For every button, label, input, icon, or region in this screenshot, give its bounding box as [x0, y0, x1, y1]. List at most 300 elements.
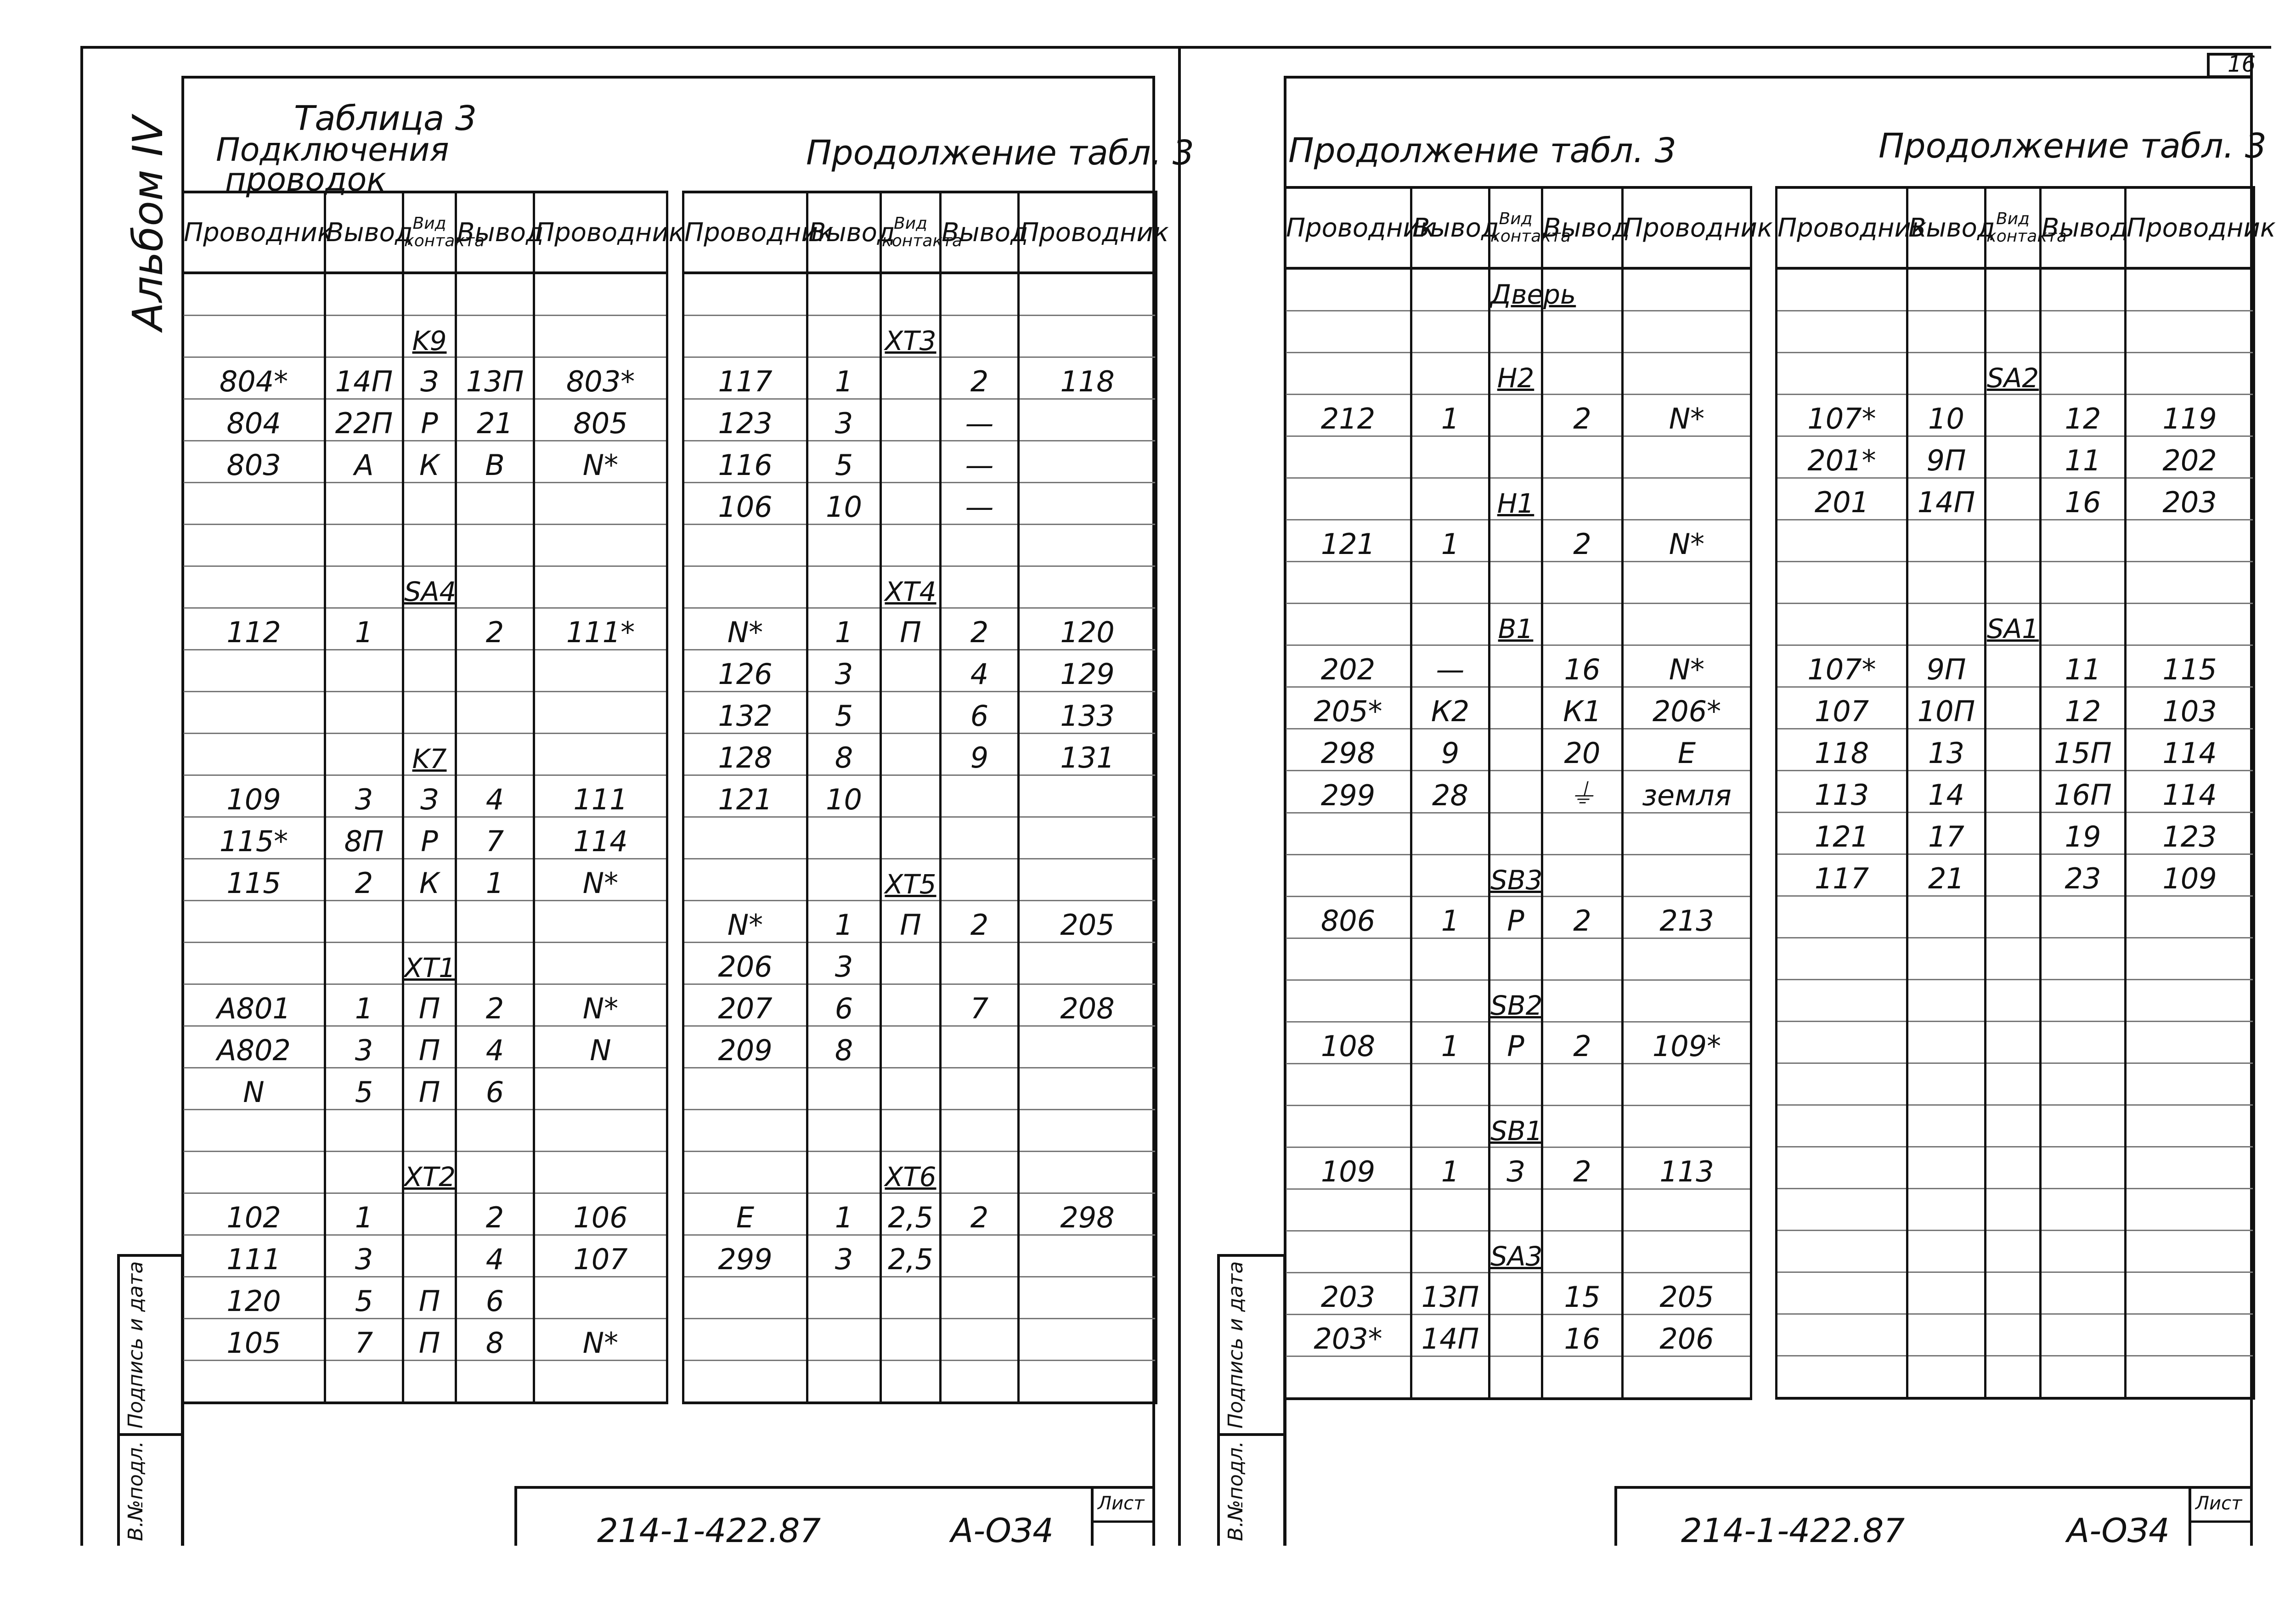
contact-type-cell: П — [403, 984, 456, 1026]
terminal-cell — [325, 1361, 403, 1403]
conductor-cell — [1777, 311, 1907, 353]
terminal-cell — [1542, 311, 1623, 353]
table-row — [1285, 771, 1751, 813]
terminal-cell: К2 — [1411, 687, 1489, 729]
table-row — [683, 901, 1156, 943]
terminal-cell — [1411, 1189, 1489, 1231]
terminal-cell: 7 — [325, 1319, 403, 1361]
sheet-divider — [1178, 46, 1181, 1546]
conductor-cell: N* — [534, 859, 667, 901]
contact-type-cell — [403, 692, 456, 734]
conductor-cell: 117 — [1777, 854, 1907, 896]
terminal-cell: 12 — [2041, 687, 2126, 729]
terminal-cell: 7 — [941, 984, 1019, 1026]
conductor-cell: 298 — [1019, 1193, 1156, 1235]
conductor-cell: 107* — [1777, 395, 1907, 436]
terminal-cell: 1 — [807, 1193, 881, 1235]
terminal-cell: 8П — [325, 817, 403, 859]
contact-type-cell — [1986, 395, 2041, 436]
terminal-cell — [1907, 268, 1986, 311]
table-row — [1777, 980, 2254, 1022]
terminal-cell: 16 — [2041, 478, 2126, 520]
terminal-cell — [1411, 1356, 1489, 1399]
conductor-cell — [2126, 1189, 2254, 1231]
conductor-cell: 114 — [2126, 771, 2254, 813]
terminal-cell: 28 — [1411, 771, 1489, 813]
conductor-cell: 201 — [1777, 478, 1907, 520]
conductor-cell: 112 — [183, 608, 325, 650]
terminal-cell: 11 — [2041, 436, 2126, 478]
table-row — [683, 566, 1156, 608]
terminal-cell — [2041, 1147, 2126, 1189]
table-row — [1285, 729, 1751, 771]
conductor-cell: 128 — [683, 734, 807, 775]
table-4-body — [1777, 268, 2254, 1398]
table-row — [1285, 268, 1751, 311]
contact-type-cell: Р — [1489, 897, 1542, 938]
conductor-cell: 114 — [534, 817, 667, 859]
conductor-cell: 119 — [2126, 395, 2254, 436]
terminal-cell: 4 — [941, 650, 1019, 692]
terminal-cell — [1542, 562, 1623, 604]
terminal-cell — [1542, 1231, 1623, 1273]
conductor-cell — [2126, 268, 2254, 311]
terminal-cell — [456, 734, 534, 775]
terminal-cell — [456, 566, 534, 608]
conductor-cell — [683, 1361, 807, 1403]
contact-type-cell: XT3 — [881, 316, 941, 357]
conductor-cell: 118 — [1019, 357, 1156, 399]
terminal-cell — [1542, 813, 1623, 855]
terminal-cell — [1542, 1356, 1623, 1399]
conductor-cell — [534, 1110, 667, 1152]
contact-type-cell: 2,5 — [881, 1193, 941, 1235]
terminal-cell: 3 — [807, 1235, 881, 1277]
table-row — [683, 775, 1156, 817]
table-row — [683, 943, 1156, 984]
terminal-cell — [941, 1110, 1019, 1152]
contact-type-cell — [1986, 1356, 2041, 1399]
header-conductor: Проводник — [534, 192, 667, 273]
table-row — [1777, 645, 2254, 687]
table-row — [1777, 1022, 2254, 1063]
terminal-cell: 9 — [941, 734, 1019, 775]
conductor-cell — [2126, 353, 2254, 395]
terminal-cell — [807, 1110, 881, 1152]
table-row — [683, 1277, 1156, 1319]
conductor-cell — [1777, 562, 1907, 604]
conductor-cell: N — [534, 1026, 667, 1068]
table-row — [183, 984, 667, 1026]
left-side-stamp-divider — [117, 1433, 184, 1436]
contact-type-cell: Дверь — [1489, 268, 1542, 311]
conductor-cell: 121 — [1777, 813, 1907, 854]
header-terminal: Вывод — [1542, 187, 1623, 268]
conductor-cell — [183, 483, 325, 525]
conductor-cell — [1019, 525, 1156, 566]
table-row — [1285, 1315, 1751, 1356]
contact-type-cell — [403, 525, 456, 566]
terminal-cell — [807, 859, 881, 901]
conductor-cell — [534, 692, 667, 734]
table-row — [1777, 1356, 2254, 1399]
conductor-cell — [534, 483, 667, 525]
terminal-cell: 1 — [807, 901, 881, 943]
conductor-cell: 299 — [1285, 771, 1411, 813]
table-row — [1777, 1063, 2254, 1105]
table-1-body — [183, 273, 667, 1403]
terminal-cell: — — [941, 441, 1019, 483]
wiring-table-4 — [1775, 186, 2276, 1400]
conductor-cell — [2126, 1356, 2254, 1399]
contact-type-cell — [881, 1277, 941, 1319]
right-stamp-sheet-divider — [2189, 1520, 2253, 1523]
terminal-cell — [1907, 1022, 1986, 1063]
conductor-cell: N* — [1623, 520, 1751, 562]
right-side-stamp-divider — [1217, 1433, 1286, 1436]
table-row — [1285, 562, 1751, 604]
conductor-cell — [1777, 1063, 1907, 1105]
contact-type-cell: K9 — [403, 316, 456, 357]
header-contact-type: Вид контакта — [1489, 187, 1542, 268]
contact-type-cell: П — [403, 1319, 456, 1361]
terminal-cell: 14П — [1411, 1315, 1489, 1356]
conductor-cell: 298 — [1285, 729, 1411, 771]
conductor-cell — [1019, 1152, 1156, 1193]
terminal-cell: 17 — [1907, 813, 1986, 854]
terminal-cell: 10П — [1907, 687, 1986, 729]
contact-type-cell — [1489, 562, 1542, 604]
header-terminal: Вывод — [1411, 187, 1489, 268]
terminal-cell — [1907, 604, 1986, 645]
conductor-cell — [1019, 1110, 1156, 1152]
conductor-cell — [1285, 562, 1411, 604]
terminal-cell — [325, 692, 403, 734]
terminal-cell: В — [456, 441, 534, 483]
table-row — [683, 1193, 1156, 1235]
contact-type-cell — [881, 650, 941, 692]
table-row — [1777, 436, 2254, 478]
conductor-cell: 207 — [683, 984, 807, 1026]
contact-type-cell — [1986, 436, 2041, 478]
terminal-cell — [456, 692, 534, 734]
terminal-cell: 13П — [1411, 1273, 1489, 1315]
table-row — [1777, 1231, 2254, 1272]
terminal-cell: 10 — [1907, 395, 1986, 436]
table-row — [183, 1319, 667, 1361]
table-row — [1285, 311, 1751, 353]
terminal-cell: 7 — [456, 817, 534, 859]
conductor-cell — [683, 1110, 807, 1152]
table-row — [683, 1235, 1156, 1277]
table-row — [183, 1361, 667, 1403]
conductor-cell — [534, 525, 667, 566]
contact-type-cell — [881, 1361, 941, 1403]
contact-type-cell: SA3 — [1489, 1231, 1542, 1273]
table-row — [183, 316, 667, 357]
contact-type-cell: Р — [1489, 1022, 1542, 1064]
contact-type-cell — [1489, 771, 1542, 813]
table-row — [1285, 980, 1751, 1022]
terminal-cell — [1542, 980, 1623, 1022]
contact-type-cell — [1986, 268, 2041, 311]
table-row — [1285, 1147, 1751, 1189]
terminal-cell — [325, 943, 403, 984]
conductor-cell — [1019, 859, 1156, 901]
conductor-cell: 107* — [1777, 645, 1907, 687]
header-terminal: Вывод — [941, 192, 1019, 273]
table-row — [183, 525, 667, 566]
conductor-cell: 205 — [1623, 1273, 1751, 1315]
terminal-cell — [941, 1152, 1019, 1193]
table-row — [183, 817, 667, 859]
terminal-cell — [1542, 855, 1623, 897]
conductor-cell — [1777, 1189, 1907, 1231]
conductor-cell: 208 — [1019, 984, 1156, 1026]
table-row — [683, 273, 1156, 316]
conductor-cell — [1285, 311, 1411, 353]
conductor-cell — [1285, 980, 1411, 1022]
terminal-cell — [2041, 353, 2126, 395]
contact-type-cell — [1986, 1147, 2041, 1189]
terminal-cell: 2 — [456, 1193, 534, 1235]
conductor-cell: 299 — [683, 1235, 807, 1277]
conductor-cell — [1623, 311, 1751, 353]
conductor-cell: Е — [683, 1193, 807, 1235]
terminal-cell — [1907, 980, 1986, 1022]
contact-type-cell — [403, 1361, 456, 1403]
terminal-cell — [1411, 813, 1489, 855]
contact-type-cell — [403, 1235, 456, 1277]
table-row — [1777, 478, 2254, 520]
contact-type-cell: SA1 — [1986, 604, 2041, 645]
terminal-cell — [1411, 855, 1489, 897]
right-sheet-top-border — [1178, 46, 2271, 49]
terminal-cell: ⏚ — [1542, 771, 1623, 813]
terminal-cell: 6 — [456, 1277, 534, 1319]
table-row — [683, 1110, 1156, 1152]
terminal-cell — [941, 1235, 1019, 1277]
terminal-cell — [1542, 436, 1623, 478]
contact-type-cell: SA4 — [403, 566, 456, 608]
terminal-cell: 3 — [807, 943, 881, 984]
terminal-cell — [807, 316, 881, 357]
terminal-cell — [456, 1152, 534, 1193]
table-row — [683, 984, 1156, 1026]
terminal-cell: 2 — [1542, 1147, 1623, 1189]
conductor-cell: 129 — [1019, 650, 1156, 692]
table-row — [1285, 1356, 1751, 1399]
right-stamp-code: 214-1-422.87 — [1681, 1511, 1905, 1550]
terminal-cell — [2041, 980, 2126, 1022]
table-caption: Таблица 3 — [294, 99, 477, 138]
conductor-cell — [2126, 1022, 2254, 1063]
conductor-cell — [1623, 268, 1751, 311]
conductor-cell: земля — [1623, 771, 1751, 813]
table-row — [1285, 645, 1751, 687]
continuation-label-left: Продолжение табл. 3 — [806, 133, 1194, 173]
table-row — [683, 1319, 1156, 1361]
terminal-cell — [1907, 1063, 1986, 1105]
table-row — [1285, 813, 1751, 855]
table-row — [1777, 268, 2254, 311]
terminal-cell: — — [941, 399, 1019, 441]
terminal-cell — [1907, 896, 1986, 938]
header-conductor: Проводник — [183, 192, 325, 273]
terminal-cell — [1542, 478, 1623, 520]
terminal-cell — [807, 817, 881, 859]
conductor-cell — [2126, 1147, 2254, 1189]
contact-type-cell — [881, 399, 941, 441]
conductor-cell: 107 — [1777, 687, 1907, 729]
conductor-cell — [183, 650, 325, 692]
conductor-cell — [534, 1152, 667, 1193]
conductor-cell — [1285, 1356, 1411, 1399]
terminal-cell: 4 — [456, 1235, 534, 1277]
conductor-cell — [1623, 980, 1751, 1022]
conductor-cell: 109* — [1623, 1022, 1751, 1064]
table-row — [683, 1068, 1156, 1110]
terminal-cell: 3 — [325, 1026, 403, 1068]
conductor-cell: 206* — [1623, 687, 1751, 729]
contact-type-cell — [403, 273, 456, 316]
contact-type-cell: SB1 — [1489, 1106, 1542, 1147]
conductor-cell: N* — [534, 984, 667, 1026]
contact-type-cell — [1986, 478, 2041, 520]
table-row — [1777, 1272, 2254, 1314]
conductor-cell: 111 — [534, 775, 667, 817]
conductor-cell — [1777, 1314, 1907, 1356]
conductor-cell — [2126, 520, 2254, 562]
header-conductor: Проводник — [1019, 192, 1156, 273]
terminal-cell: 6 — [807, 984, 881, 1026]
conductor-cell: N* — [534, 441, 667, 483]
conductor-cell — [1777, 938, 1907, 980]
conductor-cell — [1019, 817, 1156, 859]
terminal-cell: 9 — [1411, 729, 1489, 771]
conductor-cell: 205* — [1285, 687, 1411, 729]
conductor-cell — [1623, 1064, 1751, 1106]
terminal-cell — [941, 1277, 1019, 1319]
contact-type-cell: К — [403, 441, 456, 483]
conductor-cell — [1623, 938, 1751, 980]
contact-type-cell — [1986, 980, 2041, 1022]
conductor-cell: N* — [1623, 645, 1751, 687]
contact-type-cell: XT4 — [881, 566, 941, 608]
contact-type-cell — [1489, 311, 1542, 353]
conductor-cell — [683, 273, 807, 316]
terminal-cell: 9П — [1907, 645, 1986, 687]
table-row — [183, 943, 667, 984]
table-row — [183, 1068, 667, 1110]
terminal-cell — [325, 1110, 403, 1152]
conductor-cell: 806 — [1285, 897, 1411, 938]
conductor-cell — [1019, 399, 1156, 441]
terminal-cell — [1907, 1147, 1986, 1189]
terminal-cell: 22П — [325, 399, 403, 441]
conductor-cell — [2126, 562, 2254, 604]
conductor-cell — [683, 817, 807, 859]
terminal-cell — [1907, 520, 1986, 562]
terminal-cell: 16 — [1542, 645, 1623, 687]
terminal-cell — [1411, 478, 1489, 520]
contact-type-cell — [403, 650, 456, 692]
table-2-body — [683, 273, 1156, 1403]
terminal-cell — [2041, 520, 2126, 562]
conductor-cell: 123 — [2126, 813, 2254, 854]
conductor-cell — [1285, 1106, 1411, 1147]
table-title-line2: проводок — [225, 161, 386, 198]
terminal-cell: 1 — [456, 859, 534, 901]
terminal-cell — [941, 566, 1019, 608]
conductor-cell — [1019, 1068, 1156, 1110]
conductor-cell — [2126, 938, 2254, 980]
left-side-label-inv: В.№подл. — [124, 1441, 147, 1541]
conductor-cell: 206 — [683, 943, 807, 984]
conductor-cell — [2126, 1231, 2254, 1272]
table-row — [183, 692, 667, 734]
conductor-cell: 126 — [683, 650, 807, 692]
header-contact-type: Вид контакта — [1986, 187, 2041, 268]
terminal-cell: 2 — [456, 984, 534, 1026]
terminal-cell: 9П — [1907, 436, 1986, 478]
terminal-cell: 13П — [456, 357, 534, 399]
header-conductor: Проводник — [1285, 187, 1411, 268]
terminal-cell: 14П — [1907, 478, 1986, 520]
contact-type-cell — [1986, 687, 2041, 729]
terminal-cell: 3 — [325, 775, 403, 817]
conductor-cell — [1623, 604, 1751, 645]
conductor-cell — [2126, 1272, 2254, 1314]
contact-type-cell — [1986, 729, 2041, 771]
table-row — [1285, 478, 1751, 520]
conductor-cell: 804 — [183, 399, 325, 441]
table-row — [1285, 1273, 1751, 1315]
terminal-cell: 3 — [807, 650, 881, 692]
contact-type-cell — [1986, 1231, 2041, 1272]
terminal-cell: 21 — [1907, 854, 1986, 896]
terminal-cell: 15 — [1542, 1273, 1623, 1315]
conductor-cell — [534, 734, 667, 775]
conductor-cell — [1623, 436, 1751, 478]
contact-type-cell — [881, 943, 941, 984]
contact-type-cell — [881, 984, 941, 1026]
terminal-cell: 5 — [325, 1277, 403, 1319]
terminal-cell: 10 — [807, 483, 881, 525]
terminal-cell — [1907, 311, 1986, 353]
terminal-cell — [1411, 436, 1489, 478]
contact-type-cell: К — [403, 859, 456, 901]
conductor-cell: 803 — [183, 441, 325, 483]
table-row — [183, 273, 667, 316]
conductor-cell — [534, 566, 667, 608]
terminal-cell: 19 — [2041, 813, 2126, 854]
conductor-cell: 132 — [683, 692, 807, 734]
contact-type-cell: XT2 — [403, 1152, 456, 1193]
table-row — [1777, 938, 2254, 980]
terminal-cell: 1 — [325, 984, 403, 1026]
terminal-cell — [807, 1319, 881, 1361]
contact-type-cell: З — [403, 357, 456, 399]
terminal-cell: 2 — [1542, 520, 1623, 562]
conductor-cell — [1777, 604, 1907, 645]
conductor-cell: 109 — [183, 775, 325, 817]
terminal-cell — [325, 734, 403, 775]
table-row — [183, 1193, 667, 1235]
conductor-cell: 103 — [2126, 687, 2254, 729]
terminal-cell: 2 — [325, 859, 403, 901]
terminal-cell — [807, 525, 881, 566]
